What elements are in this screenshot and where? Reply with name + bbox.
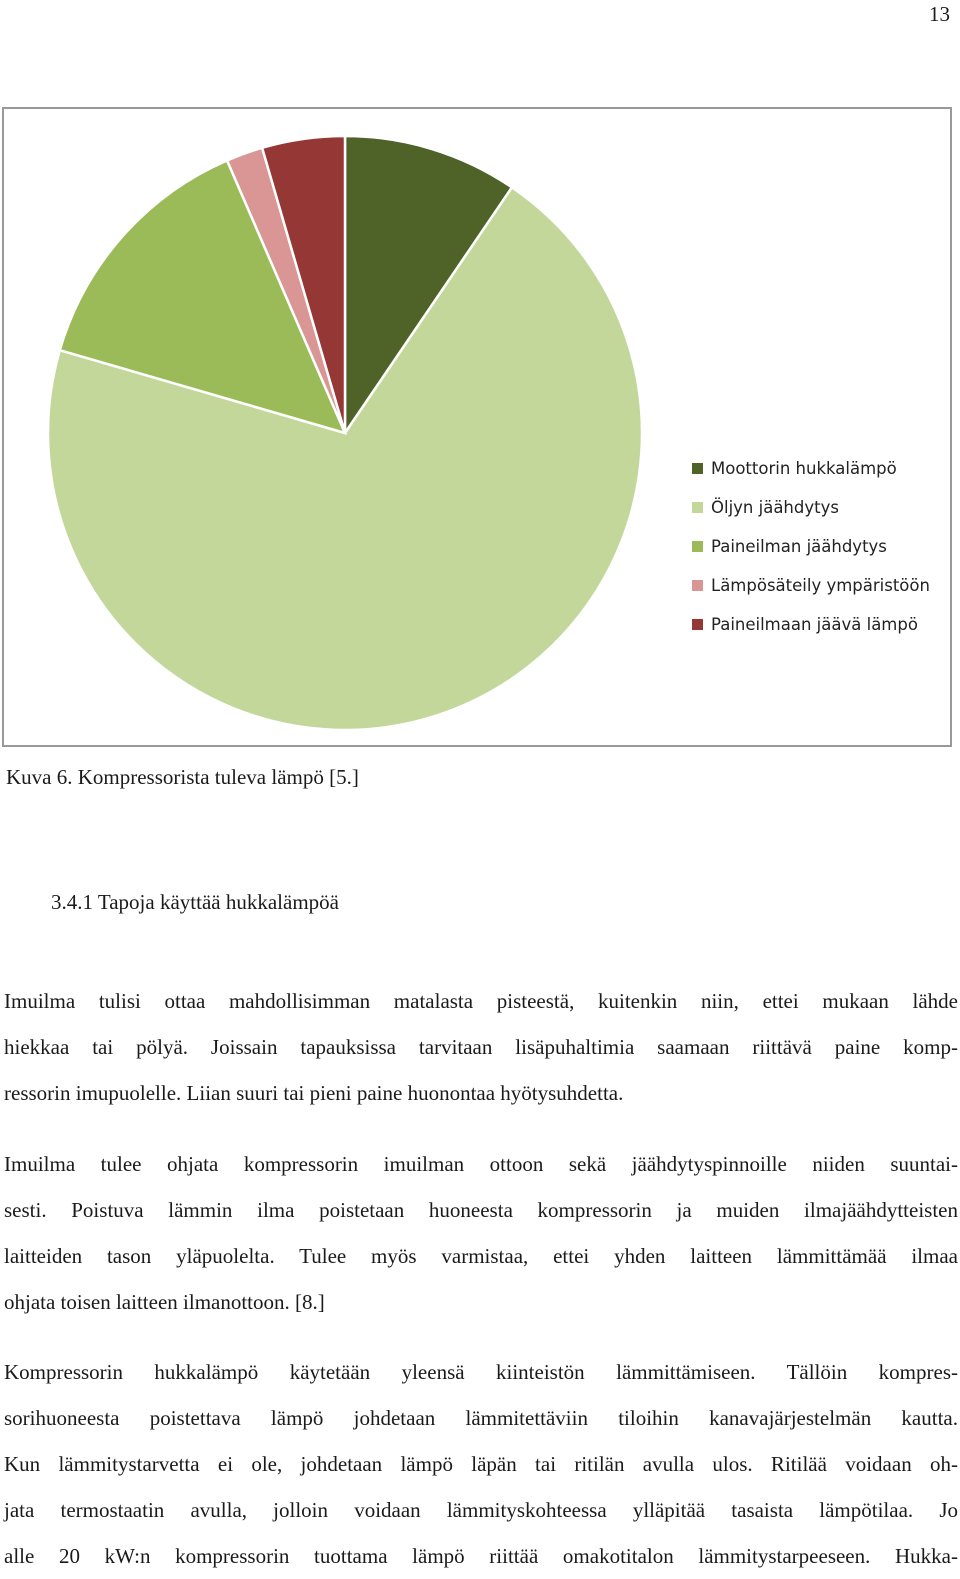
paragraph-2 (4, 1141, 958, 1325)
text-line: alle 20 kW:n kompressorin tuottama lämpö riittää omakotitalon lämmitystarpeeseen. Hukka- (4, 1544, 958, 1568)
figure-caption: Kuva 6. Kompressorista tuleva lämpö [5.] (6, 765, 359, 789)
text-line: Kun lämmitystarvetta ei ole, johdetaan lämpö läpän tai ritilän avulla ulos. Ritilää voidaan oh- (4, 1452, 958, 1476)
text-line: ressorin imupuolelle. Liian suuri tai pieni paine huonontaa hyötysuhdetta. (4, 1081, 624, 1105)
pie-chart (4, 109, 950, 745)
text-line: Kompressorin hukkalämpö käytetään yleensä kiinteistön lämmittämiseen. Tällöin kompres- (4, 1360, 958, 1384)
page-number: 13 (929, 2, 950, 26)
text-line: Imuilma tulee ohjata kompressorin imuilman ottoon sekä jäähdytyspinnoille niiden suuntai- (4, 1152, 958, 1176)
legend-label: Öljyn jäähdytys (711, 498, 839, 517)
legend-label: Lämpösäteily ympäristöön (711, 576, 930, 595)
chart-legend (692, 449, 930, 644)
paragraph-1 (4, 978, 958, 1116)
text-line: laitteiden tason yläpuolelta. Tulee myös varmistaa, ettei yhden laitteen lämmittämää ilmaa (4, 1244, 958, 1268)
text-line: sesti. Poistuva lämmin ilma poistetaan huoneesta kompressorin ja muiden ilmajäähdytteisten (4, 1198, 958, 1222)
legend-item-3 (692, 527, 930, 566)
figure-frame (2, 107, 952, 747)
legend-swatch (692, 619, 703, 630)
legend-item-5 (692, 605, 930, 644)
text-line: hiekkaa tai pölyä. Joissain tapauksissa tarvitaan lisäpuhaltimia saamaan riittävä paine komp- (4, 1035, 958, 1059)
legend-label: Paineilmaan jäävä lämpö (711, 615, 918, 634)
text-line: sorihuoneesta poistettava lämpö johdetaan lämmitettäviin tiloihin kanavajärjestelmän kautta. (4, 1406, 958, 1430)
legend-label: Paineilman jäähdytys (711, 537, 887, 556)
text-line: Imuilma tulisi ottaa mahdollisimman matalasta pisteestä, kuitenkin niin, ettei mukaan lähde (4, 989, 958, 1013)
paragraph-3 (4, 1349, 958, 1579)
text-line: ohjata toisen laitteen ilmanottoon. [8.] (4, 1290, 325, 1314)
legend-label: Moottorin hukkalämpö (711, 459, 897, 478)
text-line: jata termostaatin avulla, jolloin voidaan lämmityskohteessa ylläpitää tasaista lämpötilaa. Jo (4, 1498, 958, 1522)
legend-swatch (692, 463, 703, 474)
legend-item-4 (692, 566, 930, 605)
legend-item-1 (692, 449, 930, 488)
legend-swatch (692, 580, 703, 591)
legend-swatch (692, 502, 703, 513)
legend-item-2 (692, 488, 930, 527)
section-heading: 3.4.1 Tapoja käyttää hukkalämpöä (51, 890, 339, 914)
legend-swatch (692, 541, 703, 552)
